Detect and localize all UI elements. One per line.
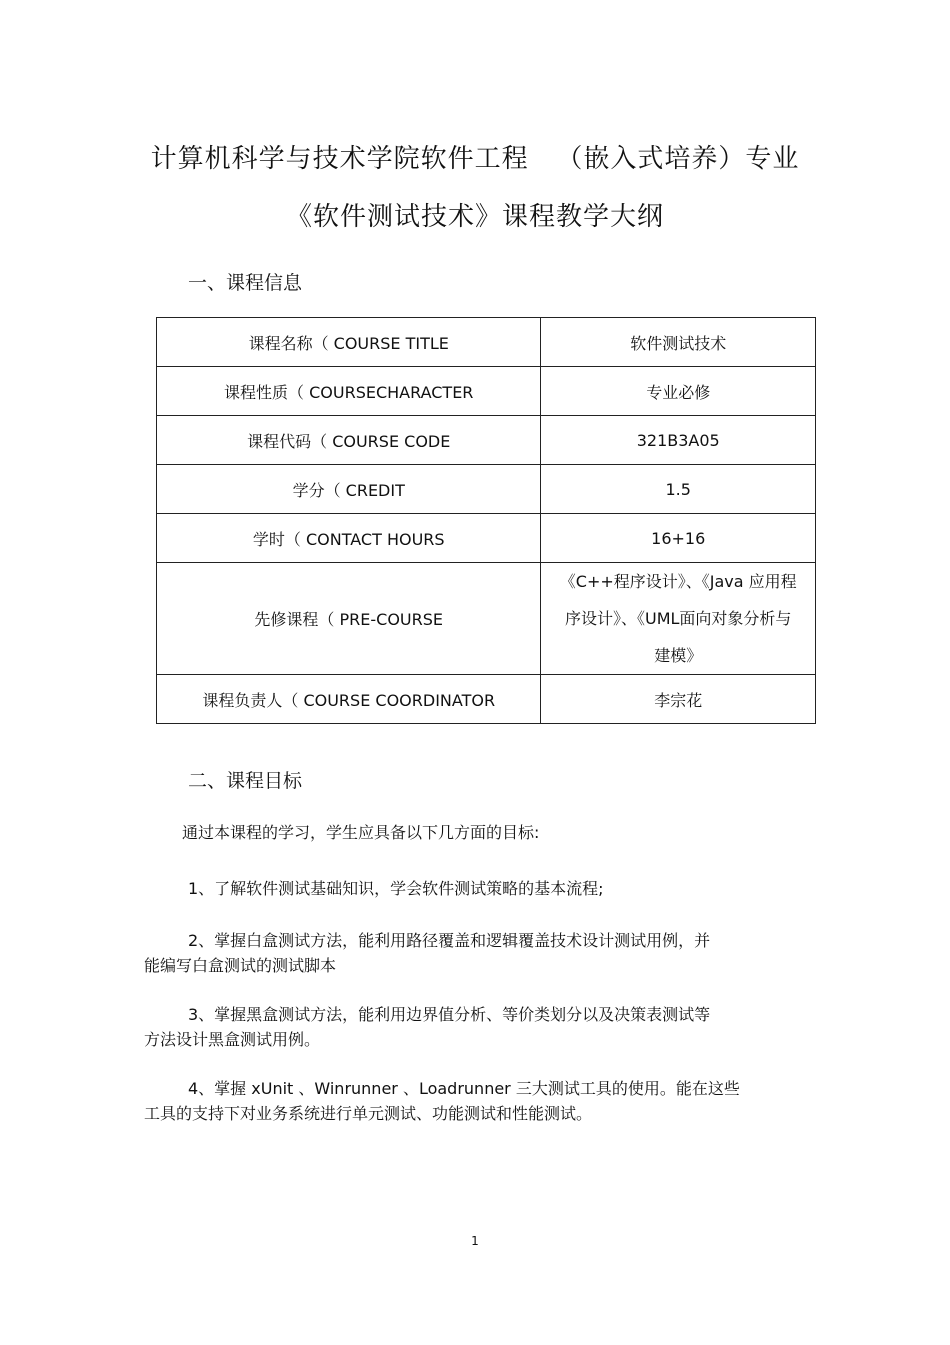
goal-line: 工具的支持下对业务系统进行单元测试、功能测试和性能测试。 xyxy=(144,1104,593,1123)
page-number: 1 xyxy=(471,1234,479,1248)
contact-hours-value: 16+16 xyxy=(541,514,816,563)
goal-line: 3、掌握黑盒测试方法，能利用边界值分析、等价类划分以及决策表测试等 xyxy=(188,1005,711,1024)
table-row xyxy=(157,416,816,465)
goal-item-3 xyxy=(144,1002,804,1052)
table-row xyxy=(157,465,816,514)
pre-course-label: 先修课程（ PRE-COURSE xyxy=(157,563,541,675)
course-character-label: 课程性质（ COURSECHARACTER xyxy=(157,367,541,416)
course-code-value: 321B3A05 xyxy=(541,416,816,465)
course-code-label: 课程代码（ COURSE CODE xyxy=(157,416,541,465)
section-heading-course-info: 一、课程信息 xyxy=(188,272,303,294)
document-title-line-1: 计算机科学与技术学院软件工程 （嵌入式培养）专业 xyxy=(150,144,800,174)
goal-line: 方法设计黑盒测试用例。 xyxy=(144,1030,321,1049)
table-row xyxy=(157,675,816,724)
pre-course-value xyxy=(541,563,816,675)
credit-label: 学分（ CREDIT xyxy=(157,465,541,514)
credit-value: 1.5 xyxy=(541,465,816,514)
pre-course-value-line: 《C++程序设计》、《Java 应用程 xyxy=(559,572,797,591)
goal-line: 能编写白盒测试的测试脚本 xyxy=(144,956,337,975)
document-title-line-2: 《软件测试技术》课程教学大纲 xyxy=(285,202,664,232)
section-heading-course-goals: 二、课程目标 xyxy=(188,770,303,792)
table-row xyxy=(157,563,816,675)
pre-course-value-line: 序设计》、《UML面向对象分析与 xyxy=(565,609,792,628)
table-row xyxy=(157,367,816,416)
table-row xyxy=(157,318,816,367)
goal-item-4 xyxy=(144,1076,804,1126)
table-row xyxy=(157,514,816,563)
goal-item-2 xyxy=(144,928,804,978)
course-title-value: 软件测试技术 xyxy=(541,318,816,367)
goal-line: 4、掌握 xUnit 、Winrunner 、Loadrunner 三大测试工具的使用。能在这些 xyxy=(188,1079,740,1098)
goal-item-1: 1、了解软件测试基础知识，学会软件测试策略的基本流程; xyxy=(188,879,604,898)
course-coordinator-value: 李宗花 xyxy=(541,675,816,724)
course-coordinator-label: 课程负责人（ COURSE COORDINATOR xyxy=(157,675,541,724)
course-title-label: 课程名称（ COURSE TITLE xyxy=(157,318,541,367)
contact-hours-label: 学时（ CONTACT HOURS xyxy=(157,514,541,563)
pre-course-value-line: 建模》 xyxy=(654,646,703,665)
course-character-value: 专业必修 xyxy=(541,367,816,416)
course-info-table xyxy=(156,317,816,724)
goals-intro: 通过本课程的学习，学生应具备以下几方面的目标: xyxy=(182,823,540,842)
goal-line: 2、掌握白盒测试方法，能利用路径覆盖和逻辑覆盖技术设计测试用例，并 xyxy=(188,931,711,950)
